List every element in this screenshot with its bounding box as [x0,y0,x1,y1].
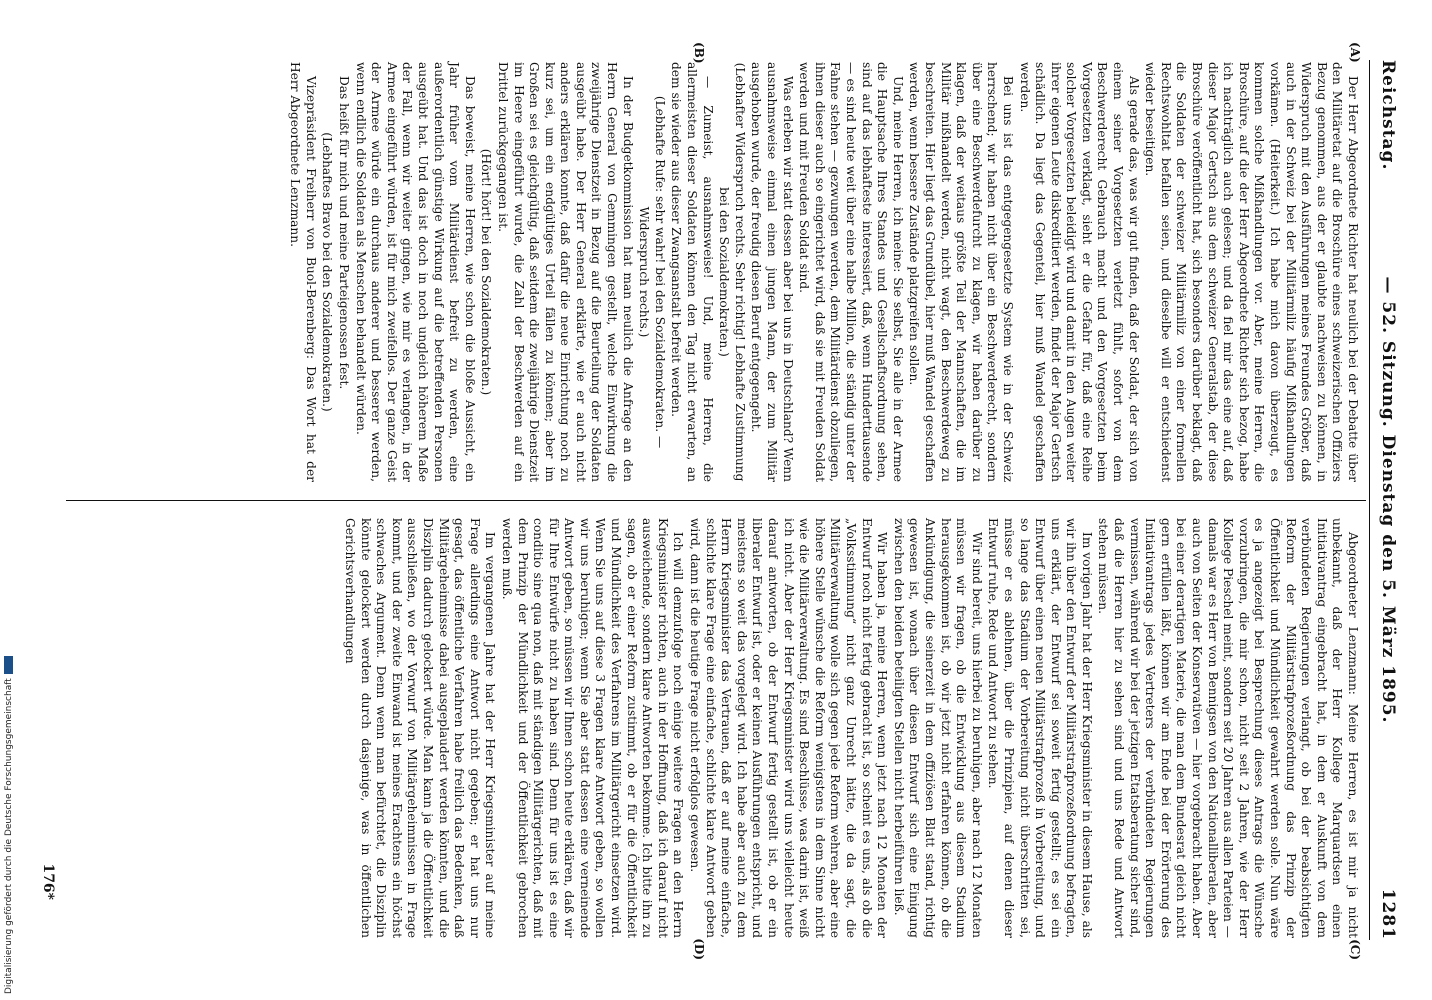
right-column [340,518,1360,938]
paragraph: Was erleben wir statt dessen aber bei uns in Deutschland? Wenn ausnahmsweise einmal einen jungen Mann, der zum Militär ausgehoben wurde, der freudig diesen Beruf entgegengeht. [749,62,795,482]
paragraph: Und, meine Herren, ich meine: Sie selbst, Sie alle in der Armee die Hauptsache Ihres Standes und Gesellschaftsordnung sehen, sind auf das lebhafteste interessiert, daß, wenn Hunderttausende — es sind heute weit über eine halbe Million, die ständig unter der Fahne stehen — gezwungen werden, dem Militärdienst obzuliegen, ihnen dieser auch so eingerichtet wird, daß sie mit Freuden Soldat werden und mit Freuden Soldat sind. [797,62,905,482]
paragraph: Als gerade das, was wir gut finden, daß der Soldat, der sich von einem seiner Vorgesetzten verletzt fühlt, sofort von dem Beschwerderecht Gebrauch macht und den Vorgesetzten beim Vorgesetzten verklagt, sieht er die Gefahr für, daß eine Reihe solcher Vorgesetzten beleidigt wird und damit in den Augen weiter ihrer eigenen Leute diskreditiert werden, findet der Major Gertsch schädlich. Da liegt das Gegenteil, hier muß Wandel geschaffen werden. [1017,62,1141,482]
margin-label-b: (B) [692,42,706,64]
paragraph: Im vorigen Jahr hat der Herr Kriegsminister in diesem Hause, als wir ihn über den Entwurf der Militärstrafprozeßordnung befragten, uns erklärt, der Entwurf sei soweit fertig gestellt; es sei ein Entwurf über einen neuen Militärstrafprozeß in Vorbereitung, und so lange das Stadium der Vorbereitung nicht überschritten sei, müsse er es ablehnen, über die Prinzipien, auf denen dieser Entwurf ruhe, Rede und Antwort zu stehen. [986,518,1094,938]
paragraph: Wir haben ja, meine Herren, wenn jetzt nach 12 Monaten der Entwurf noch nicht fertig gebracht ist, so scheint es uns, als ob die „Volksstimmung“ nicht ganz Unrecht hätte, die da sagt, die Militärverwaltung wolle sich gegen jede Reform wehren, aber eine höhere Stelle wünsche die Reform wenigstens in dem Sinne nicht wie die Militärverwaltung. Es sind Beschlüsse, was darin ist, weiß ich nicht. Aber der Herr Kriegsminister wird uns vielleicht heute darauf antworten, ob der Entwurf fertig gestellt ist, ob er ein liberaler Entwurf ist, oder er keinen Ausführungen entspricht, und meistens so weit das vorgelegt wird. Ich habe aber auch zu dem Herrn Kriegsminister das Vertrauen, daß er auf meine einfache, schlichte klare Frage eine einfache, schlichte klare Antwort geben wird, dann ist die heutige Frage nicht erfolglos gewesen. [688,518,890,938]
header-section: Reichstag. [1378,60,1398,171]
paragraph: Wir sind bereit, uns hierbei zu beruhigen, aber nach 12 Monaten müssen wir fragen, ob die Entwicklung aus diesem Stadium herausgekommen ist, ob wir jetzt nicht erfahren können, ob die Ankündigung, die seinerzeit in dem offiziösen Blatt stand, richtig gewesen ist, wonach über diesen Entwurf sich eine Einigung zwischen den beiden beteiligten Stellen nicht herbeiführen ließ. [891,518,984,938]
interjection: (Lebhafter Widerspruch rechts. Sehr richtig! Lebhafte Zustimmung bei den Sozialdemokraten.) [717,62,747,482]
paragraph: In der Budgetkommission hat man neulich die Anfrage an den Herrn General von Gemmingen gestellt, welche Einwirkung die zweijährige Dienstzeit in Bezug auf die Beurteilung der Soldaten ausgeübt habe. Der Herr General erklärte, wie er auch nicht anders erklären konnte, daß dafür die neue Einrichtung noch zu kurz sei, um ein endgültiges Urteil fällen zu können; aber im Großen sei es gleichgültig, daß seitdem die zweijährige Dienstzeit im Heere eingeführt wurde, die Zahl der Beschwerden auf ein Drittel zurückgegangen ist. [495,62,635,482]
paragraph: Der Herr Abgeordnete Richter hat neulich bei der Debatte über den Militäretat auf die Broschüre eines schweizerischen Offiziers Bezug genommen, aus der er glaubte nachweisen zu können, in Widerspruch mit den Ausführungen meines Freundes Gröber, daß auch in der Schweiz bei der Militärmiliz häufig Mißhandlungen vorkämen. (Heiterkeit.) Ich habe mich davon überzeugt, es kommen solche Mißhandlungen vor. Aber, meine Herren, die Broschüre, auf die der Herr Abgeordnete Richter sich bezog, habe ich nachträglich auch gelesen; und da fiel mir das eine auf, daß dieser Major Gertsch aus dem schweizer Generalstab, der diese Broschüre veröffentlicht hat, sich besonders darüber beklagt, daß die Soldaten der schweizer Militärmiliz von einer formellen Rechtswohltat befallen seien, und dieselbe will er entschiedenst wieder beseitigen. [1143,62,1360,482]
header-rule [1369,60,1370,940]
digitization-credit-text: Digitalisierung gefördert durch die Deutsche Forschungsgemeinschaft [4,678,14,994]
digitization-credit [4,656,14,994]
page-header [1372,60,1398,940]
paragraph: Ich will demzufolge noch einige weitere Fragen an den Herrn Kriegsminister richten, auch in der Hoffnung, daß ich darauf nicht ausweichende, sondern klare Antworten bekomme. Ich bitte ihn zu sagen, ob er einer Reform zustimmt, ob er für die Öffentlichkeit und Mündlichkeit des Verfahrens im Militärgericht einsetzen wird. Wenn Sie uns auf diese 3 Fragen klare Antwort geben, so wollen wir uns beruhigen; wenn Sie aber statt dessen eine verneinende Antwort geben, so müssen wir Ihnen schon heute erklären, daß wir für Ihre Entwürfe nicht zu haben sind. Denn für uns ist es eine conditio sine qua non, daß mit ständigen Militärgerichten, daß mit dem Prinzip der Mündlichkeit und der Öffentlichkeit gebrochen werden muß. [499,518,686,938]
paragraph: Das beweist, meine Herren, wie schon die bloße Aussicht, ein Jahr früher vom Militärdienst befreit zu werden, eine außerordentlich günstige Wirkung auf die betreffenden Personen ausgeübt hat. Und das ist doch in noch ungleich höherem Maße der Fall, wenn wir weiter gingen, wie mir es verlangen, in der Armee eingeführt würden, ist für mich zweifellos. Der ganze Geist der Armee würde ein durchaus anderer und besserer werden, wenn endlich die Soldaten als Menschen behandelt würden. [353,62,477,482]
header-page-number: 1281 [1378,888,1398,940]
interjection: (Lebhafte Rufe: sehr wahr! bei den Sozialdemokraten. — Widerspruch rechts.) [637,95,667,449]
interjection: (Hört! hört! bei den Sozialdemokraten.) [479,148,494,396]
paragraph: Bei uns ist das entgegengesetzte System wie in der Schweiz herrschend; wir haben nicht über ein Beschwerderecht, sondern über eine Beschwerdefurcht zu klagen, wir haben darüber zu klagen, daß der weitaus größte Teil der Mannschaften, die im Militär mißhandelt werden, nicht wagt, den Beschwerdeweg zu beschreiten. Hier liegt das Grundübel, hier muß Wandel geschaffen werden, wenn bessere Zustände platzgreifen sollen. [907,62,1015,482]
header-session-date: — 52. Sitzung. Dienstag den 5. März 1895. [1378,276,1398,724]
paragraph: Im vergangenen Jahre hat der Herr Kriegsminister auf meine Frage allerdings eine Antwort nicht gegeben; er hat uns nur gesagt, das öffentliche Verfahren habe freilich das Bedenken, daß Militärgeheimnisse dabei ausgeplaudert werden könnten, und die Disziplin dadurch gelockert würde. Man kann ja die Öffentlichkeit ausschließen, wo der Vorwurf von Militärgeheimnissen in Frage kommt, und der zweite Einwand ist meines Erachtens ein höchst schwaches Argument. Denn wenn man befürchtet, die Disziplin könnte gelockert werden durch dasjenige, was in öffentlichen Gerichtsverhandlungen [343,518,498,938]
paragraph: — Zumeist, ausnahmsweise! Und, meine Herren, die allermeisten dieser Soldaten können den Tag nicht erwarten, an dem sie wieder aus dieser Zwangsanstalt befreit werden. [669,62,715,482]
dfg-logo-icon [4,656,13,674]
column-divider [66,500,1366,501]
margin-label-c: (C) [1348,939,1362,960]
margin-label-a: (A) [1348,42,1362,63]
speaker-paragraph: Abgeordneter Lenzmann: Meine Herren, es ist mir ja nicht unbekannt, daß der Herr Kollege Marquardsen einen Initiativantrag eingebracht hat, in dem er Auskunft von dem verbündeten Regierungen verlangt, ob bei der beabsichtigten Reform der Militärstrafprozeßordnung das Prinzip der Öffentlichkeit und Mündlichkeit gewahrt werden solle. Nun wäre es ja angezeigt bei Besprechung dieses Antrags die Wünsche vorzubringen, die mir schon, nicht seit 2 Jahren, wie der Herr Kollege Pieschel meint, sondern seit 20 Jahren aus allen Parteien — damals war es Herr von Bennigsen von den Nationalliberalen, aber auch von Seiten der Konservativen — hier vorgebracht haben. Aber bei einer derartigen Materie, die man dem Bundesrat gleich nicht gern erfüllen läßt, können wir am Ende bei der Erörterung des Initiativantrags jedes Vertreters der verbündeten Regierungen vermissen, während wir bei der jetzigen Etatsberatung sicher sind, daß die Herren hier zu sehen sind und uns Rede und Antwort stehen müssen. [1096,518,1360,938]
left-column [286,62,1360,482]
paragraph: Das heißt für mich und meine Parteigenossen fest. [337,76,351,390]
rotated-page-content [26,40,1406,960]
signature-mark: 176* [40,863,56,900]
digitization-sidebar [0,0,16,1000]
interjection: (Lebhaftes Bravo bei den Sozialdemokraten.) [320,132,335,412]
speaker-paragraph: Vizepräsident Freiherr von Buol-Berenberg: Das Wort hat der Herr Abgeordnete Lenzmann. [288,62,318,482]
margin-label-d: (D) [692,938,706,960]
